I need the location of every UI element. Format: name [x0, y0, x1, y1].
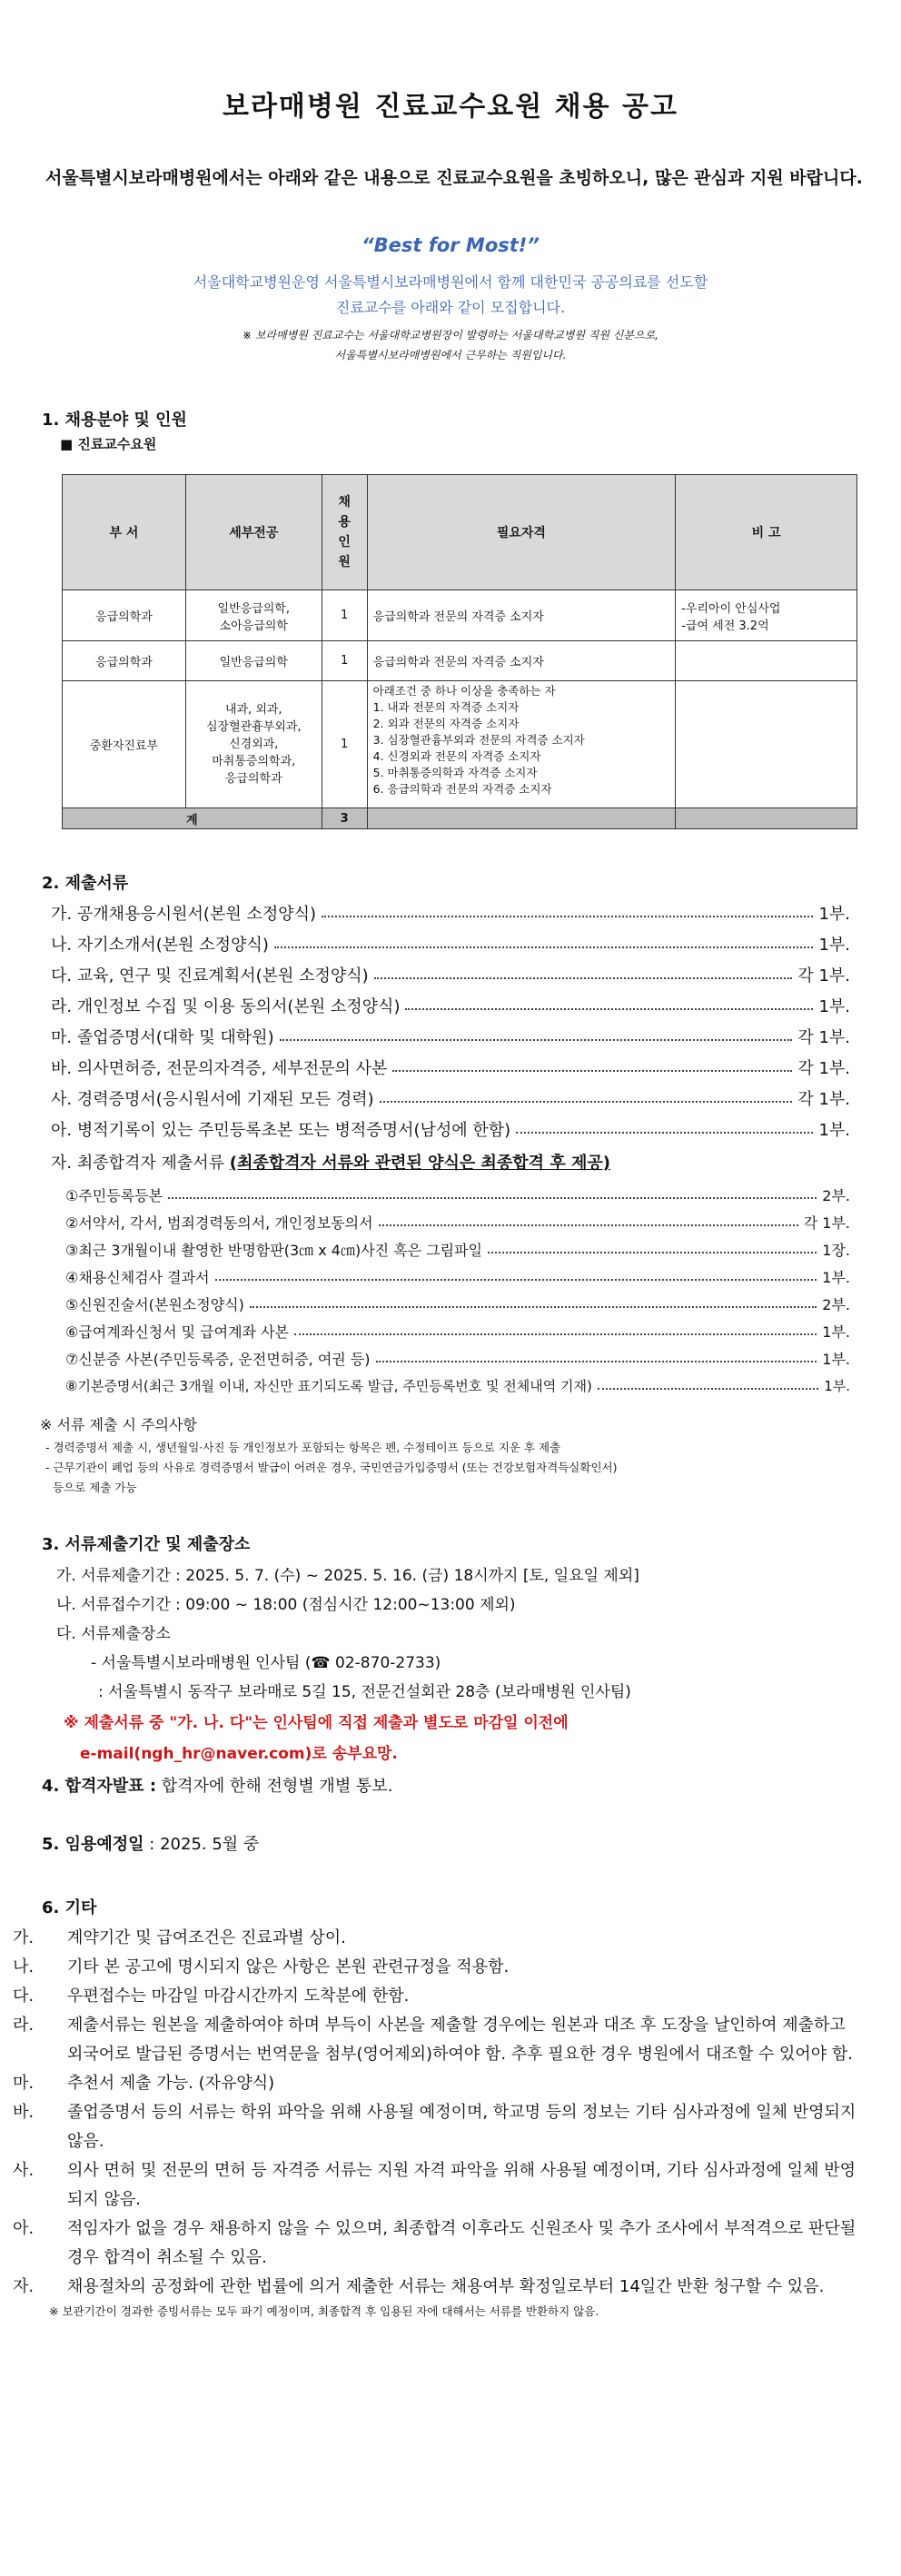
- etc-mark: 아.: [13, 2219, 35, 2238]
- email-notice-line2: e-mail(ngh_hr@naver.com)로 송부요망.: [80, 1745, 398, 1763]
- submission-place-title: 다. 서류제출장소: [56, 1625, 171, 1643]
- table-header-row: [63, 475, 857, 590]
- note-line-2: 서울특별시보라매병원에서 근무하는 직원입니다.: [334, 349, 567, 362]
- etc-mark: 가.: [13, 1928, 35, 1947]
- final-doc-item: [65, 1292, 850, 1315]
- item-label: 마. 졸업증명서(대학 및 대학원): [51, 1028, 274, 1047]
- etc-mark: 자.: [13, 2277, 35, 2296]
- section-1-title: 1. 채용분야 및 인원: [42, 411, 187, 430]
- blue-line-2: 진료교수를 아래와 같이 모집합니다.: [335, 299, 566, 316]
- item-label: ①주민등록등본: [65, 1186, 163, 1204]
- etc-mark: 바.: [13, 2103, 35, 2122]
- leader-dots: [294, 1333, 817, 1335]
- etc-item: [13, 2069, 857, 2098]
- item-count: 각 1부.: [797, 1059, 850, 1078]
- row-dept: 응급의학과: [63, 641, 186, 681]
- leader-dots: [405, 1008, 813, 1010]
- header-qualification: 필요자격: [367, 475, 676, 590]
- submission-place-address: : 서울특별시 동작구 보라매로 5길 15, 전문건설회관 28층 (보라매병원 인사팀): [98, 1683, 631, 1701]
- item-label: 나. 자기소개서(본원 소정양식): [51, 936, 269, 955]
- item-count: 각 1부.: [797, 1028, 850, 1047]
- row-dept: 중환자진료부: [63, 681, 186, 808]
- leader-dots: [322, 916, 813, 917]
- etc-text: 적임자가 없을 경우 채용하지 않을 수 있으며, 최종합격 이후라도 신원조사 및 추가 조사에서 부적격으로 판단될 경우 합격이 취소될 수 있음.: [67, 2219, 856, 2267]
- leader-dots: [280, 1039, 793, 1041]
- leader-dots: [598, 1388, 818, 1390]
- etc-text: 기타 본 공고에 명시되지 않은 사항은 본원 관련규정을 적용함.: [67, 1957, 510, 1977]
- document-item: [51, 1023, 850, 1050]
- document-item: [51, 1115, 850, 1143]
- row-note: [676, 681, 857, 808]
- caution-line: - 근무기관이 폐업 등의 사유로 경력증명서 발급이 어려운 경우, 국민연금가입증명서 (또는 건강보험자격득실확인서): [45, 1461, 618, 1474]
- etc-item: [13, 1953, 857, 1982]
- item-count: 각 1부.: [803, 1214, 850, 1232]
- header-dept: 부 서: [63, 475, 186, 590]
- item-count: 2부.: [822, 1186, 850, 1204]
- item-count: 1부.: [822, 1350, 850, 1368]
- table-row: [63, 590, 857, 641]
- document-item: [51, 992, 850, 1019]
- row-count: 1: [322, 590, 367, 641]
- header-major: 세부전공: [185, 475, 322, 590]
- section-1-subtitle: ■ 진료교수요원: [60, 436, 157, 452]
- final-doc-item: [65, 1346, 850, 1370]
- etc-text: 추천서 제출 가능. (자유양식): [67, 2074, 275, 2093]
- document-item: [51, 1085, 850, 1112]
- item-label: ⑧기본증명서(최근 3개월 이내, 자신만 표기되도록 발급, 주민등록번호 및 전체내역 기재): [65, 1377, 592, 1394]
- item-count: 1부.: [824, 1377, 850, 1394]
- item-label: ③최근 3개월이내 촬영한 반명함판(3㎝ x 4㎝)사진 혹은 그림파일: [65, 1241, 483, 1259]
- total-empty: [367, 808, 676, 829]
- etc-item: [13, 2098, 857, 2156]
- leader-dots: [274, 946, 814, 948]
- row-qualification: 응급의학과 전문의 자격증 소지자: [367, 641, 676, 681]
- etc-item: [13, 1982, 857, 2011]
- total-empty: [676, 808, 857, 829]
- etc-list: [13, 1924, 857, 2322]
- final-doc-item: [65, 1373, 850, 1397]
- item-label: ④채용신체검사 결과서: [65, 1268, 210, 1286]
- etc-text: 제출서류는 원본을 제출하여야 하며 부득이 사본을 제출할 경우에는 원본과 대조 후 도장을 날인하여 제출하고 외국어로 발급된 증명서는 번역문을 첨부(영어제외)하여야 함. 추후 필요한 경우 병원에서 대조할 수 있어야 함.: [67, 2016, 853, 2064]
- item-count: 각 1부.: [797, 1090, 850, 1109]
- final-doc-item: [65, 1237, 850, 1261]
- row-count: 1: [322, 681, 367, 808]
- leader-dots: [516, 1132, 813, 1134]
- caution-line: - 경력증명서 제출 시, 생년월일·사진 등 개인정보가 포함되는 항목은 펜, 수정테이프 등으로 지운 후 제출: [45, 1441, 561, 1454]
- blue-line-1: 서울대학교병원운영 서울특별시보라매병원에서 함께 대한민국 공공의료를 선도할: [193, 273, 708, 291]
- etc-mark: 다.: [13, 1986, 35, 2006]
- item-label: 사. 경력증명서(응시원서에 기재된 모든 경력): [51, 1090, 374, 1109]
- item-count: 2부.: [822, 1295, 850, 1313]
- etc-text: 의사 면허 및 전문의 면허 등 자격증 서류는 지원 자격 파악을 위해 사용될 예정이며, 기타 심사과정에 일체 반영되지 않음.: [67, 2161, 856, 2209]
- etc-text: 졸업증명서 등의 서류는 학위 파악을 위해 사용될 예정이며, 학교명 등의 정보는 기타 심사과정에 일체 반영되지 않음.: [67, 2103, 856, 2151]
- retention-footnote: ※ 보관기간이 경과한 증빙서류는 모두 파기 예정이며, 최종합격 후 임용된 자에 대해서는 서류를 반환하지 않음.: [49, 2304, 599, 2318]
- row-note: [676, 641, 857, 681]
- row-dept: 응급의학과: [63, 590, 186, 641]
- item-label: ⑥급여계좌신청서 및 급여계좌 사본: [65, 1323, 289, 1341]
- leader-dots: [250, 1306, 817, 1308]
- row-qualification: 응급의학과 전문의 자격증 소지자: [367, 590, 676, 641]
- final-docs-heading: [51, 1150, 610, 1174]
- final-doc-item: [65, 1319, 850, 1342]
- item-label: 아. 병적기록이 있는 주민등록초본 또는 병적증명서(남성에 한함): [51, 1121, 511, 1140]
- item-count: 1부.: [818, 1121, 850, 1140]
- total-value: 3: [322, 808, 367, 829]
- intro-text: 서울특별시보라매병원에서는 아래와 같은 내용으로 진료교수요원을 초빙하오니, 많은 관심과 지원 바랍니다.: [45, 168, 863, 188]
- item-label: 다. 교육, 연구 및 진료계획서(본원 소정양식): [51, 966, 369, 986]
- section-4: [42, 1773, 392, 1797]
- final-doc-item: [65, 1210, 850, 1234]
- document-item: [51, 899, 850, 926]
- etc-mark: 라.: [13, 2016, 35, 2035]
- document-item: [51, 961, 850, 988]
- row-major: 일반응급의학, 소아응급의학: [185, 590, 322, 641]
- leader-dots: [392, 1070, 792, 1072]
- leader-dots: [488, 1252, 817, 1253]
- leader-dots: [374, 977, 793, 979]
- header-note: 비 고: [676, 475, 857, 590]
- row-major: 내과, 외과, 심장혈관흉부외과, 신경외과, 마취통증의학과, 응급의학과: [185, 681, 322, 808]
- item-label: 바. 의사면허증, 전문의자격증, 세부전문의 사본: [51, 1059, 388, 1078]
- page-title: 보라매병원 진료교수요원 채용 공고: [222, 91, 679, 123]
- table-row: [63, 681, 857, 808]
- table-row: [63, 641, 857, 681]
- section-5-title: 5. 임용예정일: [42, 1835, 144, 1854]
- section-3-title: 3. 서류제출기간 및 제출장소: [42, 1535, 251, 1554]
- etc-item: [13, 2156, 857, 2214]
- positions-table: [62, 474, 857, 829]
- submission-period: 가. 서류제출기간 : 2025. 5. 7. (수) ~ 2025. 5. 16. (금) 18시까지 [토, 일요일 제외]: [56, 1567, 639, 1585]
- final-doc-item: [65, 1264, 850, 1288]
- section-4-title: 4. 합격자발표 :: [42, 1777, 157, 1796]
- etc-text: 우편접수는 마감일 마감시간까지 도착분에 한함.: [67, 1986, 410, 2006]
- leader-dots: [215, 1279, 817, 1281]
- etc-item: [13, 2273, 857, 2302]
- row-count: 1: [322, 641, 367, 681]
- row-qualification: 아래조건 중 하나 이상을 충족하는 자 1. 내과 전문의 자격증 소지자 2. 외과 전문의 자격증 소지자 3. 심장혈관흉부외과 전문의 자격증 소지자 4. 신경외과 전문의 자격증 소지자 5. 마취통증의학과 자격증 소지자 6. 응급의학과 전문의 자격증 소지자: [367, 681, 676, 808]
- etc-item: [13, 1924, 857, 1953]
- item-count: 1부.: [818, 905, 850, 924]
- item-count: 1부.: [818, 936, 850, 955]
- header-count: 채 용 인 원: [322, 475, 367, 590]
- submission-hours: 나. 서류접수기간 : 09:00 ~ 18:00 (점심시간 12:00~13:00 제외): [56, 1596, 516, 1614]
- note-line-1: ※ 보라매병원 진료교수는 서울대학교병원장이 발령하는 서울대학교병원 직원 신분으로,: [243, 329, 658, 342]
- caution-line: 등으로 제출 가능: [45, 1481, 137, 1494]
- section-2-title: 2. 제출서류: [42, 874, 129, 893]
- item-count: 각 1부.: [797, 966, 850, 986]
- row-note: -우리아이 안심사업 -급여 세전 3.2억: [676, 590, 857, 641]
- email-notice-line1: ※ 제출서류 중 "가. 나. 다"는 인사팀에 직접 제출과 별도로 마감일 이전에: [64, 1714, 569, 1732]
- section-5-text: : 2025. 5월 중: [144, 1835, 260, 1854]
- item-count: 1장.: [822, 1241, 850, 1259]
- document-item: [51, 1054, 850, 1081]
- item-label: ⑤신원진술서(본원소정양식): [65, 1295, 244, 1313]
- section-5: [42, 1831, 259, 1855]
- section-4-text: 합격자에 한해 전형별 개별 통보.: [156, 1777, 393, 1796]
- total-label: 계: [63, 808, 322, 829]
- etc-mark: 사.: [13, 2161, 35, 2180]
- etc-text: 채용절차의 공정화에 관한 법률에 의거 제출한 서류는 채용여부 확정일로부터 14일간 반환 청구할 수 있음.: [67, 2277, 825, 2296]
- etc-text: 계약기간 및 급여조건은 진료과별 상이.: [67, 1928, 346, 1947]
- table-total-row: [63, 808, 857, 829]
- leader-dots: [376, 1361, 817, 1362]
- leader-dots: [380, 1101, 793, 1103]
- item-count: 1부.: [818, 997, 850, 1016]
- row-major: 일반응급의학: [185, 641, 322, 681]
- item-label: ⑦신분증 사본(주민등록증, 운전면허증, 여권 등): [65, 1350, 371, 1368]
- submission-place-office: - 서울특별시보라매병원 인사팀 (☎ 02-870-2733): [91, 1654, 441, 1672]
- document-item: [51, 930, 850, 957]
- item-count: 1부.: [822, 1323, 850, 1341]
- item-label: ②서약서, 각서, 범죄경력동의서, 개인정보동의서: [65, 1214, 373, 1232]
- leader-dots: [379, 1224, 798, 1226]
- caution-title: ※ 서류 제출 시 주의사항: [40, 1416, 197, 1433]
- etc-mark: 나.: [13, 1957, 35, 1977]
- section-6-title: 6. 기타: [42, 1898, 97, 1917]
- etc-item: [13, 2011, 857, 2069]
- leader-dots: [168, 1197, 817, 1199]
- etc-item: [13, 2214, 857, 2273]
- item-count: 1부.: [822, 1268, 850, 1286]
- final-docs-prefix: 자. 최종합격자 제출서류: [51, 1154, 230, 1173]
- final-docs-note: (최종합격자 서류와 관련된 양식은 최종합격 후 제공): [229, 1154, 610, 1173]
- slogan: “Best for Most!”: [361, 234, 540, 256]
- item-label: 가. 공개채용응시원서(본원 소정양식): [51, 905, 317, 924]
- item-label: 라. 개인정보 수집 및 이용 동의서(본원 소정양식): [51, 997, 401, 1016]
- final-doc-item: [65, 1183, 850, 1206]
- etc-mark: 마.: [13, 2074, 35, 2093]
